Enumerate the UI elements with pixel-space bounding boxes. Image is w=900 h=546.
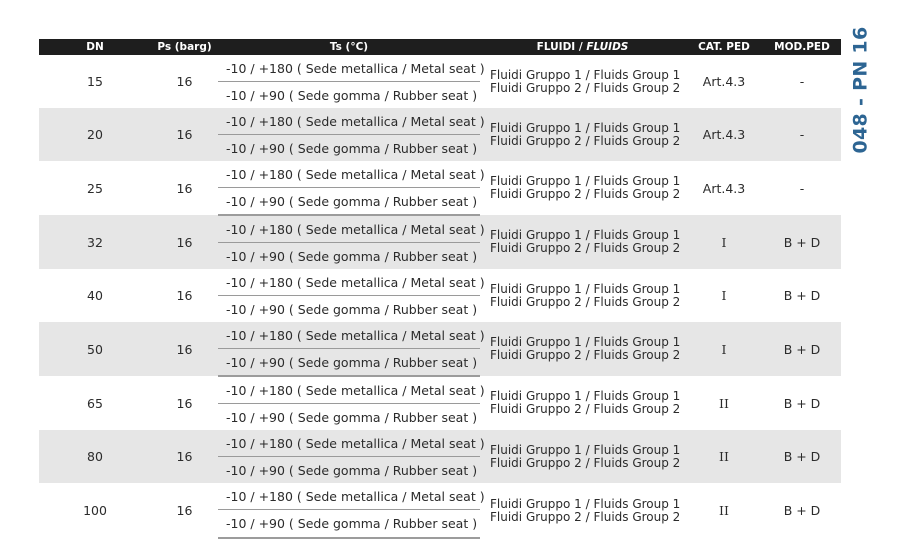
ts-metal-cell: -10 / +180 ( Sede metallica / Metal seat ) <box>218 376 480 404</box>
fluids-line-1: Fluidi Gruppo 1 / Fluids Group 1 <box>490 442 681 457</box>
ps-cell: 16 <box>176 74 193 89</box>
fluids-line-2: Fluidi Gruppo 2 / Fluids Group 2 <box>490 133 681 148</box>
table-row <box>39 376 841 404</box>
ts-rubber-cell: -10 / +90 ( Sede gomma / Rubber seat ) <box>218 457 480 484</box>
dn-cell: 80 <box>39 430 151 483</box>
table-row <box>39 215 841 243</box>
table-row <box>39 55 841 82</box>
ps-cell: 16 <box>151 108 218 161</box>
header-dn: DN <box>39 39 151 55</box>
ts-metal-cell: -10 / +180 ( Sede metallica / Metal seat ) <box>218 483 480 510</box>
ts-metal-cell: -10 / +180 ( Sede metallica / Metal seat ) <box>218 108 480 135</box>
cat-ped-cell: Art.4.3 <box>702 180 746 196</box>
fluids-line-2: Fluidi Gruppo 2 / Fluids Group 2 <box>490 294 681 309</box>
ps-cell: 16 <box>176 503 193 518</box>
ts-rubber-cell: -10 / +90 ( Sede gomma / Rubber seat ) <box>226 409 478 425</box>
ts-metal-cell: -10 / +180 ( Sede metallica / Metal seat ) <box>218 430 480 457</box>
dn-cell: 20 <box>39 108 151 161</box>
table-row <box>39 483 841 510</box>
specification-table <box>39 39 841 539</box>
fluids-line-1: Fluidi Gruppo 1 / Fluids Group 1 <box>490 120 681 135</box>
fluids-line-1: Fluidi Gruppo 1 / Fluids Group 1 <box>490 67 681 82</box>
fluids-cell <box>480 430 685 483</box>
mod-ped-cell: B + D <box>763 322 841 376</box>
table-row <box>39 430 841 457</box>
ts-rubber-cell: -10 / +90 ( Sede gomma / Rubber seat ) <box>218 135 480 162</box>
ts-rubber-cell: -10 / +90 ( Sede gomma / Rubber seat ) <box>218 349 480 377</box>
mod-ped-cell: B + D <box>763 430 841 483</box>
table-row <box>39 269 841 296</box>
dn-cell: 15 <box>87 74 103 89</box>
table-row <box>39 161 841 188</box>
ts-rubber-cell: -10 / +90 ( Sede gomma / Rubber seat ) <box>226 87 478 103</box>
ts-metal-cell: -10 / +180 ( Sede metallica / Metal seat ) <box>218 322 480 349</box>
fluids-cell <box>480 376 685 430</box>
header-fluids <box>480 39 685 55</box>
ps-cell: 16 <box>176 180 193 196</box>
fluids-line-2: Fluidi Gruppo 2 / Fluids Group 2 <box>490 348 681 362</box>
ts-rubber-cell: -10 / +90 ( Sede gomma / Rubber seat ) <box>218 243 480 270</box>
ps-cell: 16 <box>151 430 218 483</box>
fluids-cell <box>480 108 685 161</box>
ps-cell: 16 <box>151 215 218 269</box>
fluids-line-2: Fluidi Gruppo 2 / Fluids Group 2 <box>490 402 681 416</box>
cat-ped-cell: II <box>685 430 763 483</box>
header-cat-ped: CAT. PED <box>685 39 763 55</box>
cat-ped-cell: II <box>719 395 729 411</box>
header-ps: Ps (barg) <box>151 39 218 55</box>
dn-cell: 25 <box>87 180 103 196</box>
ts-rubber-cell: -10 / +90 ( Sede gomma / Rubber seat ) <box>218 510 480 539</box>
header-fluids-en: FLUIDS <box>586 41 629 53</box>
fluids-cell <box>480 322 685 376</box>
ts-metal-cell: -10 / +180 ( Sede metallica / Metal seat ) <box>218 161 480 188</box>
cat-ped-cell: Art.4.3 <box>702 74 746 89</box>
dn-cell: 40 <box>87 288 103 303</box>
header-mod-ped: MOD.PED <box>763 39 841 55</box>
mod-ped-cell: - <box>799 180 805 196</box>
ps-cell: 16 <box>151 322 218 376</box>
dn-cell: 100 <box>83 503 107 518</box>
mod-ped-cell: B + D <box>763 215 841 269</box>
fluids-cell <box>480 215 685 269</box>
fluids-line-1: Fluidi Gruppo 1 / Fluids Group 1 <box>490 496 681 511</box>
mod-ped-cell: - <box>799 74 805 89</box>
ts-rubber-cell: -10 / +90 ( Sede gomma / Rubber seat ) <box>226 301 478 317</box>
table-row <box>39 322 841 349</box>
header-fluids-it: FLUIDI / <box>536 41 583 53</box>
fluids-line-1: Fluidi Gruppo 1 / Fluids Group 1 <box>490 335 681 349</box>
series-label <box>848 26 872 154</box>
fluids-line-1: Fluidi Gruppo 1 / Fluids Group 1 <box>490 281 681 296</box>
fluids-line-1: Fluidi Gruppo 1 / Fluids Group 1 <box>490 174 681 188</box>
mod-ped-cell: B + D <box>783 395 821 411</box>
fluids-line-1: Fluidi Gruppo 1 / Fluids Group 1 <box>490 389 681 403</box>
fluids-cell <box>480 161 685 215</box>
dn-cell: 65 <box>87 395 103 411</box>
cat-ped-cell: II <box>719 503 729 518</box>
ps-cell: 16 <box>176 395 193 411</box>
ps-cell: 16 <box>176 288 193 303</box>
table-header-row <box>39 39 841 55</box>
ts-metal-cell: -10 / +180 ( Sede metallica / Metal seat ) <box>218 55 480 82</box>
cat-ped-cell: I <box>685 322 763 376</box>
fluids-line-2: Fluidi Gruppo 2 / Fluids Group 2 <box>490 241 681 255</box>
fluids-cell <box>480 269 685 322</box>
fluids-line-2: Fluidi Gruppo 2 / Fluids Group 2 <box>490 187 681 201</box>
fluids-cell <box>480 483 685 538</box>
series-label-text: 048 - PN 16 <box>849 26 871 154</box>
cat-ped-cell: I <box>721 288 727 303</box>
fluids-line-2: Fluidi Gruppo 2 / Fluids Group 2 <box>490 80 681 95</box>
ts-metal-cell: -10 / +180 ( Sede metallica / Metal seat ) <box>218 215 480 243</box>
fluids-cell <box>480 55 685 108</box>
mod-ped-cell: B + D <box>783 503 821 518</box>
fluids-line-1: Fluidi Gruppo 1 / Fluids Group 1 <box>490 228 681 242</box>
cat-ped-cell: I <box>685 215 763 269</box>
dn-cell: 50 <box>39 322 151 376</box>
fluids-line-2: Fluidi Gruppo 2 / Fluids Group 2 <box>490 509 681 524</box>
mod-ped-cell: B + D <box>783 288 821 303</box>
mod-ped-cell: - <box>763 108 841 161</box>
cat-ped-cell: Art.4.3 <box>685 108 763 161</box>
table-row <box>39 108 841 135</box>
ts-rubber-cell: -10 / +90 ( Sede gomma / Rubber seat ) <box>218 188 480 216</box>
ts-metal-cell: -10 / +180 ( Sede metallica / Metal seat ) <box>218 269 480 296</box>
fluids-line-2: Fluidi Gruppo 2 / Fluids Group 2 <box>490 455 681 470</box>
dn-cell: 32 <box>39 215 151 269</box>
header-ts: Ts (°C) <box>218 39 480 55</box>
